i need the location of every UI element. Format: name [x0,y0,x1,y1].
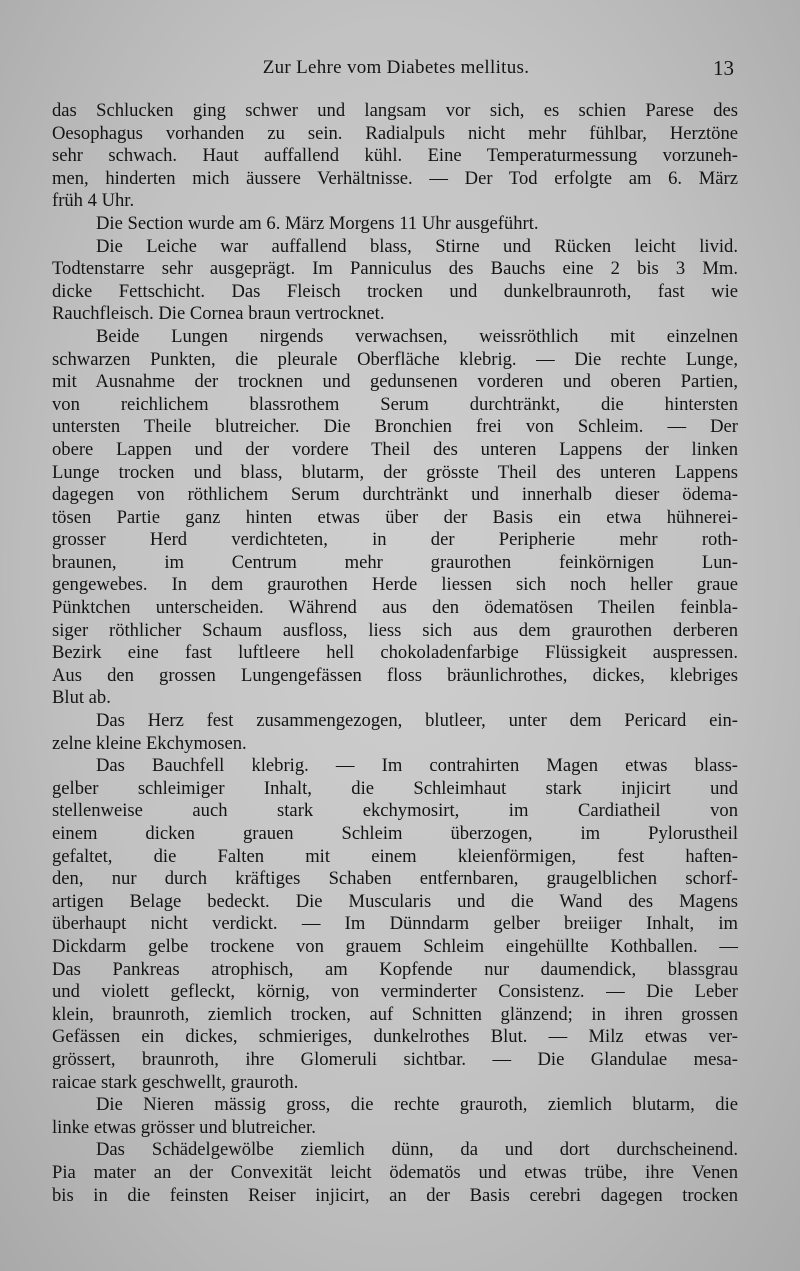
text-line: Oesophagus vorhanden zu sein. Radialpuls nicht mehr fühlbar, Herztöne [52,122,738,144]
text-line: früh 4 Uhr. [52,190,135,212]
text-line: tösen Partie ganz hinten etwas über der Basis ein etwa hühnerei- [52,506,738,528]
text-line: men, hinderten mich äussere Verhältnisse. — Der Tod erfolgte am 6. März [52,167,738,189]
text-line: raicae stark geschwellt, grauroth. [52,1071,299,1093]
text-line: Pia mater an der Convexität leicht ödematös und etwas trübe, ihre Venen [52,1161,738,1183]
text-line: grosser Herd verdichteten, in der Peripherie mehr roth- [52,529,738,551]
text-line: Bezirk eine fast luftleere hell chokoladenfarbige Flüssigkeit auspressen. [52,642,738,664]
running-head [52,57,740,83]
text-line: überhaupt nicht verdickt. — Im Dünndarm gelber breiiger Inhalt, im [52,913,738,935]
text-line: von reichlichem blassrothem Serum durchtränkt, die hintersten [52,393,738,415]
text-line: Die Nieren mässig gross, die rechte grauroth, ziemlich blutarm, die [96,1094,738,1116]
text-line: gefaltet, die Falten mit einem kleienförmigen, fest haften- [52,845,738,867]
running-title: Zur Lehre vom Diabetes mellitus. [262,57,530,78]
text-line: grössert, braunroth, ihre Glomeruli sichtbar. — Die Glandulae mesa- [52,1048,738,1070]
text-line: Pünktchen unterscheiden. Während aus den ödematösen Theilen feinbla- [52,597,738,619]
text-line: Die Leiche war auffallend blass, Stirne und Rücken leicht livid. [96,235,738,257]
text-line: den, nur durch kräftiges Schaben entfernbaren, graugelblichen schorf- [52,868,738,890]
text-line: untersten Theile blutreicher. Die Bronchien frei von Schleim. — Der [52,416,738,438]
text-line: stellenweise auch stark ekchymosirt, im Cardiatheil von [52,800,738,822]
text-line: Gefässen ein dickes, schmieriges, dunkelrothes Blut. — Milz etwas ver- [52,1026,738,1048]
text-line: Das Pankreas atrophisch, am Kopfende nur daumendick, blassgrau [52,958,738,980]
text-line: Lunge trocken und blass, blutarm, der grösste Theil des unteren Lappens [52,461,738,483]
text-line: Das Herz fest zusammengezogen, blutleer, unter dem Pericard ein- [96,710,738,732]
text-line: Rauchfleisch. Die Cornea braun vertrocknet. [52,303,385,325]
page-number: 13 [713,56,734,80]
text-line: gengewebes. In dem graurothen Herde liessen sich noch heller graue [52,574,738,596]
text-line: artigen Belage bedeckt. Die Muscularis und die Wand des Magens [52,890,738,912]
text-line: Die Section wurde am 6. März Morgens 11 Uhr ausgeführt. [96,212,539,234]
text-line: linke etwas grösser und blutreicher. [52,1116,316,1138]
text-line: schwarzen Punkten, die pleurale Oberfläche klebrig. — Die rechte Lunge, [52,348,738,370]
text-line: einem dicken grauen Schleim überzogen, im Pylorustheil [52,823,738,844]
text-line: sehr schwach. Haut auffallend kühl. Eine Temperaturmessung vorzuneh- [52,145,738,167]
text-line: gelber schleimiger Inhalt, die Schleimhaut stark injicirt und [52,777,738,799]
text-line: dicke Fettschicht. Das Fleisch trocken und dunkelbraunroth, fast wie [52,280,738,302]
text-line: Todtenstarre sehr ausgeprägt. Im Panniculus des Bauchs eine 2 bis 3 Mm. [52,258,738,280]
text-line: Das Bauchfell klebrig. — Im contrahirten Magen etwas blass- [96,755,738,777]
text-line: Beide Lungen nirgends verwachsen, weissröthlich mit einzelnen [96,325,738,347]
text-line: siger röthlicher Schaum ausfloss, liess sich aus dem graurothen derberen [52,619,738,641]
text-line: braunen, im Centrum mehr graurothen feinkörnigen Lun- [52,551,738,573]
text-line: Das Schädelgewölbe ziemlich dünn, da und dort durchscheinend. [96,1139,738,1161]
text-line: Blut ab. [52,687,111,709]
text-line: Aus den grossen Lungengefässen floss bräunlichrothes, dickes, klebriges [52,664,738,686]
text-line: und violett gefleckt, körnig, von verminderter Consistenz. — Die Leber [52,981,738,1003]
text-line: Dickdarm gelbe trockene von grauem Schleim eingehüllte Kothballen. — [52,935,738,957]
body-text [52,100,738,1207]
text-line: das Schlucken ging schwer und langsam vor sich, es schien Parese des [52,100,738,121]
text-line: zelne kleine Ekchymosen. [52,732,247,754]
text-line: klein, braunroth, ziemlich trocken, auf Schnitten glänzend; in ihren grossen [52,1003,738,1025]
text-line: obere Lappen und der vordere Theil des unteren Lappens der linken [52,438,738,460]
text-line: mit Ausnahme der trocknen und gedunsenen vorderen und oberen Partien, [52,371,738,393]
text-line: bis in die feinsten Reiser injicirt, an der Basis cerebri dagegen trocken [52,1184,738,1206]
text-line: dagegen von röthlichem Serum durchtränkt und innerhalb dieser ödema- [52,484,738,506]
